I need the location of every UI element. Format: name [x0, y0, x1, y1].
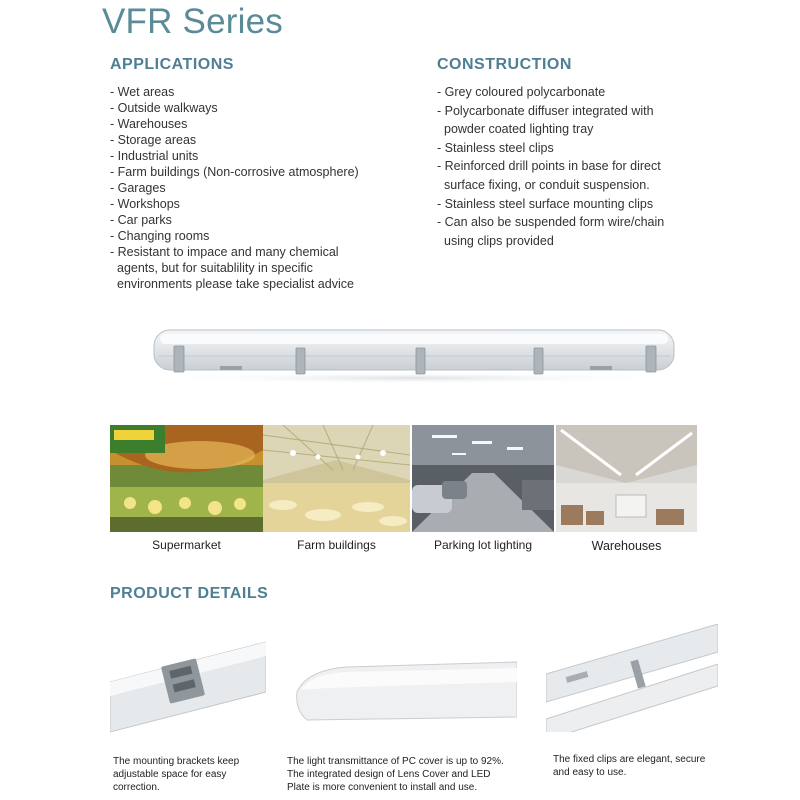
detail-caption-pc-cover	[287, 755, 504, 795]
vfr-fixture-image	[150, 324, 678, 384]
supermarket-photo	[110, 425, 263, 532]
farm-buildings-photo	[263, 425, 410, 532]
mounting-bracket-image	[110, 632, 266, 740]
construction-item: powder coated lighting tray	[444, 122, 594, 137]
applications-item: - Changing rooms	[110, 229, 210, 243]
construction-item: - Grey coloured polycarbonate	[437, 85, 606, 99]
construction-item: - Reinforced drill points in base for direct	[437, 159, 661, 174]
detail-caption-line: The light transmittance of PC cover is up to 92%.	[287, 756, 504, 767]
applications-item: - Storage areas	[110, 133, 197, 147]
detail-caption-line: The mounting brackets keep	[113, 756, 240, 767]
applications-item: - Resistant to impace and many chemical	[110, 245, 339, 259]
pc-cover-image	[287, 632, 517, 740]
construction-list	[437, 83, 664, 250]
applications-item: - Outside walkways	[110, 101, 218, 115]
applications-item: - Farm buildings (Non-corrosive atmosphere)	[110, 165, 359, 179]
detail-caption-line: correction.	[113, 782, 160, 794]
detail-caption-line: The fixed clips are elegant, secure	[553, 754, 706, 765]
applications-item: - Car parks	[110, 213, 172, 227]
detail-caption-clips	[553, 753, 705, 779]
construction-item: surface fixing, or conduit suspension.	[444, 177, 650, 192]
applications-list	[110, 84, 359, 292]
applications-item: environments please take specialist advice	[117, 277, 354, 291]
construction-item: - Polycarbonate diffuser integrated with	[437, 103, 654, 118]
warehouses-photo	[556, 425, 697, 532]
construction-heading: CONSTRUCTION	[437, 56, 572, 73]
construction-item: - Can also be suspended form wire/chain	[437, 215, 665, 230]
detail-caption-line: Plate is more convenient to install and use.	[287, 782, 478, 794]
fixed-clips-image	[546, 624, 718, 732]
applications-heading: APPLICATIONS	[110, 56, 234, 73]
applications-item: - Wet areas	[110, 85, 175, 99]
construction-item: - Stainless steel clips	[437, 140, 554, 155]
detail-caption-line: and easy to use.	[553, 767, 627, 779]
page-title: VFR Series	[102, 2, 283, 41]
detail-caption-line: The integrated design of Lens Cover and LED	[287, 769, 491, 781]
applications-item: - Warehouses	[110, 117, 188, 131]
detail-caption-line: adjustable space for easy	[113, 769, 227, 781]
photo-caption-supermarket: Supermarket	[152, 538, 221, 552]
photo-caption-warehouses: Warehouses	[591, 539, 662, 553]
photo-caption-parking: Parking lot lighting	[433, 538, 533, 552]
construction-item: - Stainless steel surface mounting clips	[437, 196, 654, 211]
parking-lot-photo	[412, 425, 554, 532]
applications-item: - Workshops	[110, 197, 180, 211]
product-details-heading: PRODUCT DETAILS	[110, 585, 269, 602]
applications-item: - Garages	[110, 181, 166, 195]
applications-item: agents, but for suitablility in specific	[117, 261, 313, 275]
photo-caption-farm: Farm buildings	[297, 538, 376, 552]
construction-item: using clips provided	[444, 233, 554, 248]
detail-caption-brackets	[113, 755, 239, 795]
applications-item: - Industrial units	[110, 149, 199, 163]
